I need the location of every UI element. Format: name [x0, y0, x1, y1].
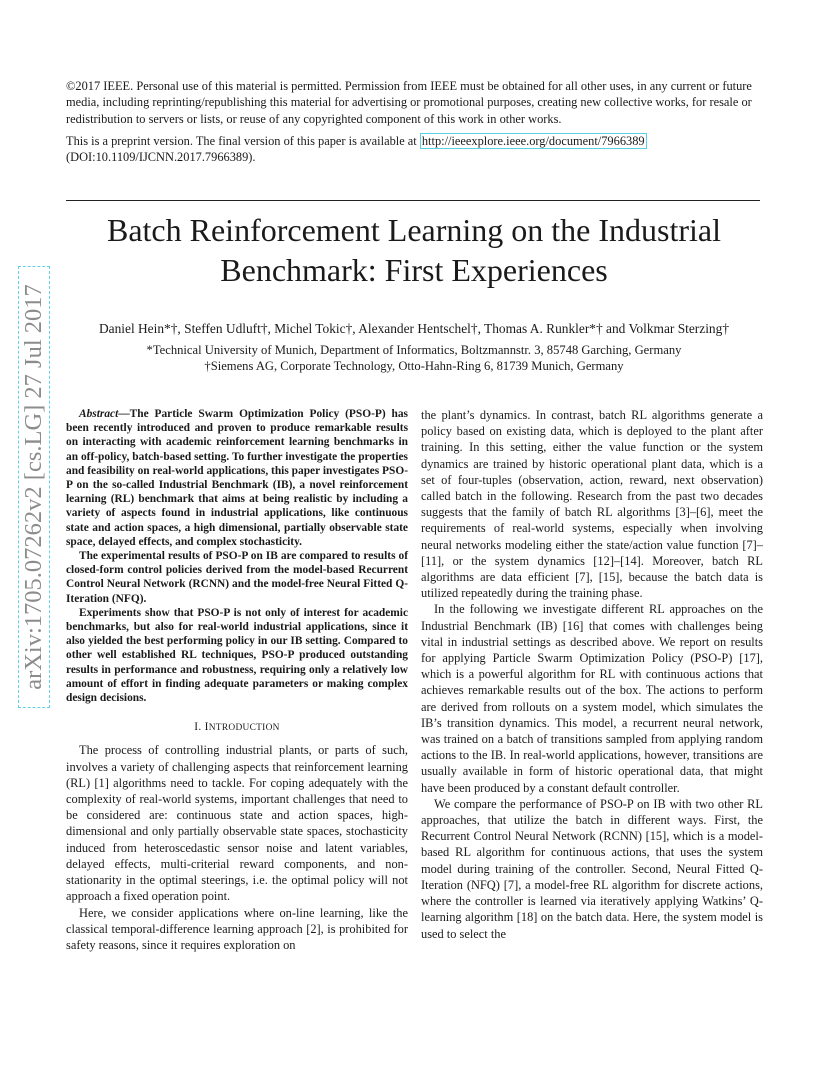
- left-column: [66, 407, 408, 953]
- intro-paragraph-2: Here, we consider applications where on-line learning, like the classical temporal-difference learning approach [2], is prohibited for safety reasons, since it requires exploration on: [66, 905, 408, 952]
- abstract-text-1: —The Particle Swarm Optimization Policy (PSO-P) has been recently introduced and proven to produce remarkable results on interacting with academic reinforcement learning benchmarks in an off-policy, batch-based setting. To further investigate the properties and feasibility on real-world applications, this paper investigates PSO-P on the so-called Industrial Benchmark (IB), a novel reinforcement learning (RL) benchmark that aims at being realistic by including a variety of aspects found in industrial applications, like continuous state and action spaces, a high dimensional, partially observable state space, delayed effects, and complex stochasticity.: [66, 408, 408, 548]
- abstract: [66, 407, 408, 705]
- abstract-paragraph-1: [66, 407, 408, 549]
- arxiv-stamp[interactable]: [18, 266, 50, 708]
- arxiv-id: arXiv:1705.07262v2 [cs.LG] 27 Jul 2017: [20, 284, 47, 690]
- affiliation-siemens: †Siemens AG, Corporate Technology, Otto-Hahn-Ring 6, 81739 Munich, Germany: [204, 359, 624, 373]
- right-paragraph-3: We compare the performance of PSO-P on IB with two other RL approaches, that utilize the batch in different ways. First, the Recurrent Control Neural Network (RCNN) [15], which is a model-based RL algorithm for continuous actions, that uses the system model during training of the controller. Second, Neural Fitted Q-Iteration (NFQ) [7], a model-free RL algorithm for discrete actions, where the controller is learned via iteratively applying Watkins’ Q-learning algorithm [18] on the batch data. Here, the system model is used to select the: [421, 796, 763, 941]
- section-heading-introduction: [66, 719, 408, 736]
- section-number: I.: [194, 721, 202, 734]
- paper-title: [66, 210, 762, 290]
- intro-paragraph-1: The process of controlling industrial plants, or parts of such, involves a variety of challenging aspects that reinforcement learning (RL) [1] algorithms need to tackle. For coping adequately with the complexity of real-world systems, important challenges that need to be considered are: continuous state and action spaces, high-dimensional and only partially observable state spaces, stochasticity induced from heteroscedastic sensor noise and latent variables, delayed effects, multi-criterial reward components, and non-stationarity in the optimal steerings, i.e. the optimal policy will not approach a fixed operation point.: [66, 743, 408, 904]
- right-paragraph-2: In the following we investigate different RL approaches on the Industrial Benchmark (IB) [16] that comes with challenges being vital in industrial settings as described above. We report on results for applying Particle Swarm Optimization Policy (PSO-P) [17], which is a powerful algorithm for RL with continuous actions that achieves remarkable results out of the box. The actions to perform are derived from rollouts on a system model, which simulates the IB’s transition dynamics. This model, a recurrent neural network, was trained on a batch of transitions sampled from applying random actions to the IB. In real-world applications, however, transitions are usually available in form of historic operational data, that might have been produced by a constant default controller.: [421, 602, 763, 795]
- preprint-prefix: This is a preprint version. The final version of this paper is available at: [66, 133, 417, 148]
- abstract-paragraph-3: Experiments show that PSO-P is not only of interest for academic benchmarks, but also for real-world industrial applications, since it also yielded the best performing policy in our IB setting. Compared to other well established RL techniques, PSO-P produced outstanding results in performance and robustness, requiring only a relatively low amount of effort in finding adequate parameters or making complex design decisions.: [66, 606, 408, 705]
- ieee-link[interactable]: http://ieeexplore.ieee.org/document/7966389: [421, 133, 645, 148]
- affiliation-tum: *Technical University of Munich, Department of Informatics, Boltzmannstr. 3, 85748 Garching, Germany: [146, 343, 682, 357]
- abstract-paragraph-2: The experimental results of PSO-P on IB are compared to results of closed-form control policies derived from the model-based Recurrent Control Neural Network (RCNN) and the model-free Neural Fitted Q-Iteration (NFQ).: [66, 550, 408, 605]
- section-rest: NTRODUCTION: [208, 723, 280, 734]
- author-list: Daniel Hein*†, Steffen Udluft†, Michel Tokic†, Alexander Hentschel†, Thomas A. Runkler*† and Volkmar Sterzing†: [98, 321, 730, 336]
- copyright-notice: [66, 78, 762, 165]
- doi-text: (DOI:10.1109/IJCNN.2017.7966389).: [66, 150, 256, 165]
- title-line-2: Benchmark: First Experiences: [220, 252, 608, 288]
- copyright-text: ©2017 IEEE. Personal use of this material is permitted. Permission from IEEE must be obtained for all other uses, in any current or future media, including reprinting/republishing this material for advertising or promotional purposes, creating new collective works, for resale or redistribution to servers or lists, or reuse of any copyrighted component of this work in other works.: [66, 79, 752, 126]
- right-column: [421, 407, 763, 942]
- header-rule: [66, 200, 760, 201]
- preprint-note: [66, 133, 762, 166]
- title-line-1: Batch Reinforcement Learning on the Industrial: [106, 212, 721, 248]
- right-paragraph-1: the plant’s dynamics. In contrast, batch RL algorithms generate a policy based on existing data, which is deployed to the plant after training. In this setting, either the value function or the system dynamics are trained by historic operational plant data, which is a set of four-tuples (observation, action, reward, next observation) called batch in the following. Research from the past two decades suggests that the family of batch RL algorithms [3]–[6], meet the requirements of real-world systems, especially when involving neural networks modeling either the state/action value function [7]–[11], or the system dynamics [12]–[14]. Moreover, batch RL algorithms are data efficient [7], [15], because the batch data is utilized repeatedly during the training phase.: [421, 408, 763, 601]
- abstract-label: Abstract: [79, 408, 119, 420]
- section-initial: I: [204, 721, 209, 734]
